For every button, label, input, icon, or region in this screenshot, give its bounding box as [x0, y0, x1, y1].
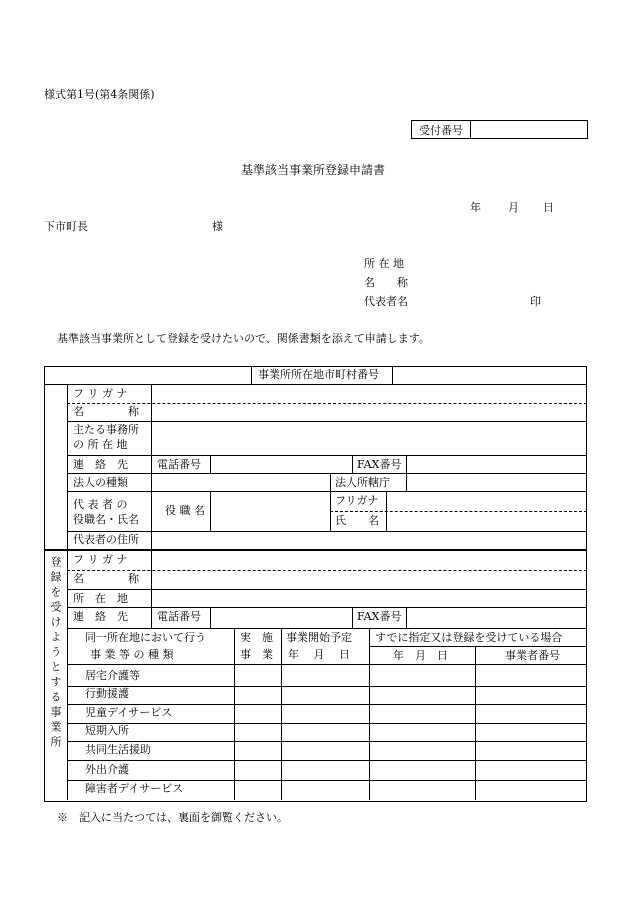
applicant-furigana-label: フ リ ガ ナ: [73, 387, 128, 400]
applicant-tel-label: 電話番号: [157, 458, 201, 471]
service-row-label: 短期入所: [85, 724, 129, 737]
service-row-label: 行動援護: [85, 687, 129, 700]
implementation-header-2: 事 業: [240, 648, 273, 661]
representative-label-1: 代 表 者 の: [73, 498, 128, 511]
already-date-header: 年 月 日: [393, 649, 448, 662]
representative-label-2: 役職名・氏名: [73, 513, 139, 526]
muni-number-label: 事業所所在地市町村番号: [258, 368, 379, 381]
applicant-name-row-label: 名 称: [73, 405, 139, 418]
rep-address-label: 代表者の住所: [73, 533, 139, 546]
main-office-label-2: の 所 在 地: [73, 438, 128, 451]
office-contact-label: 連 絡 先: [73, 610, 128, 623]
service-row-label: 障害者デイサービス: [85, 782, 184, 795]
applicant-contact-label: 連 絡 先: [73, 458, 128, 471]
already-registered-header: すでに指定又は登録を受けている場合: [375, 631, 563, 644]
office-name-label: 名 称: [73, 572, 139, 585]
seal-mark: 印: [530, 295, 541, 308]
date-year: 年: [470, 201, 481, 214]
office-address-label: 所 在 地: [73, 592, 128, 605]
addressee: 下市町長: [44, 220, 88, 233]
business-number-header: 事業者番号: [505, 649, 560, 662]
service-type-header-2: 事 業 等 の 種 類: [90, 648, 174, 661]
applicant-address-label: 所 在 地: [364, 257, 404, 270]
office-furigana-label: フ リ ガ ナ: [73, 553, 128, 566]
rep-furigana-label: フリガナ: [335, 494, 379, 507]
start-date-header-1: 事業開始予定: [286, 631, 352, 644]
office-tel-label: 電話番号: [157, 610, 201, 623]
date-day: 日: [543, 201, 554, 214]
applicant-name-label: 名 称: [364, 276, 408, 289]
service-row-label: 居宅介護等: [85, 669, 140, 682]
rep-name-label: 氏 名: [335, 514, 379, 527]
corp-authority-label: 法人所轄庁: [335, 476, 390, 489]
service-type-header-1: 同一所在地において行う: [85, 631, 206, 644]
applicant-rep-label: 代表者名: [364, 295, 408, 308]
service-row-label: 外出介護: [85, 763, 129, 776]
office-fax-label: FAX番号: [357, 610, 402, 623]
service-row-label: 共同生活援助: [85, 743, 151, 756]
addressee-honorific: 様: [212, 220, 223, 233]
footnote: ※ 記入に当たつては、裏面を御覧ください。: [57, 811, 288, 824]
applicant-fax-label: FAX番号: [357, 458, 402, 471]
service-row-label: 児童デイサービス: [85, 706, 173, 719]
receipt-number-label: 受付番号: [419, 124, 463, 137]
intro-text: 基準該当事業所として登録を受けたいので、関係書類を添えて申請します。: [57, 332, 430, 345]
date-month: 月: [508, 201, 519, 214]
office-section-label: 登録を受けようとする事業所: [49, 556, 62, 751]
position-label: 役 職 名: [165, 504, 205, 517]
main-office-label-1: 主たる事務所: [73, 423, 139, 436]
corp-type-label: 法人の種類: [73, 476, 128, 489]
page-title: 基準該当事業所登録申請書: [241, 163, 386, 177]
implementation-header-1: 実 施: [240, 631, 273, 644]
form-number: 様式第1号(第4条関係): [44, 88, 155, 101]
start-date-header-2: 年 月 日: [288, 648, 350, 661]
